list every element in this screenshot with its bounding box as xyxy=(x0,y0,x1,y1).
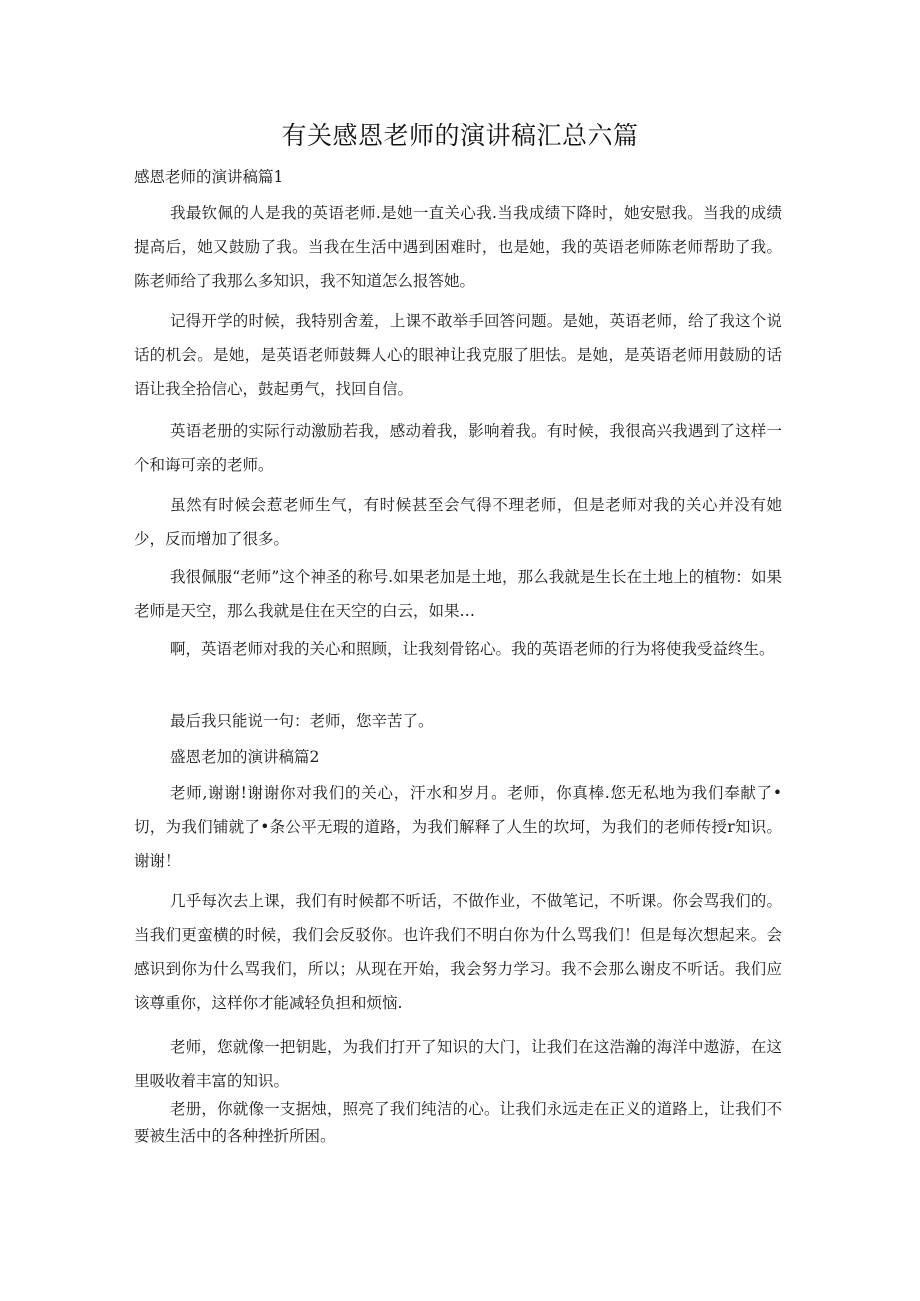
speech1-paragraph-5: 我很佩服“老师”这个神圣的称号.如果老加是土地，那么我就是生长在土地上的植物：如果老师是天空，那么我就是住在天空的白云，如果… xyxy=(134,568,782,620)
speech1-paragraph-6: 啊，英语老师对我的关心和照顾，让我刻骨铭心。我的英语老师的行为将使我受益终生。 xyxy=(170,640,775,658)
speech1-paragraph-1: 我最钦佩的人是我的英语老师.是她一直关心我.当我成绩下降时，她安慰我。当我的成绩提高后，她又鼓励了我。当我在生活中遇到困难时，也是她，我的英语老师陈老师帮助了我。陈老师给了我那么多知识，我不知道怎么报答她。 xyxy=(134,204,782,290)
document-title: 有关感恩老师的演讲稿汇总六篇 xyxy=(281,121,639,150)
speech2-paragraph-4: 老册，你就像一支据烛，照亮了我们纯洁的心。让我们永远走在正义的道路上，让我们不要被生活中的各种挫折所困。 xyxy=(134,1100,782,1145)
speech1-paragraph-4: 虽然有时候会惹老师生气，有时候甚至会气得不理老师，但是老师对我的关心并没有她少，反而增加了很多。 xyxy=(134,496,782,548)
speech1-paragraph-2: 记得开学的时候，我特别舍羞，上课不敢举手回答问题。是她，英语老师，给了我这个说话的机会。是她，是英语老师鼓舞人心的眼神让我克服了胆怯。是她，是英语老师用鼓励的话语让我全拾信心，鼓起勇气，找回自信。 xyxy=(134,312,782,398)
speech1-paragraph-7: 最后我只能说一句：老师，您辛苦了。 xyxy=(170,712,434,730)
speech1-paragraph-3: 英语老册的实际行动激励若我，感动着我，影响着我。有时候，我很高兴我遇到了这样一个和诲可亲的老师。 xyxy=(134,422,782,474)
speech2-paragraph-1: 老师,谢谢!谢谢你对我们的关心，汗水和岁月。老师，你真棒.您无私地为我们奉献了•切，为我们铺就了•条公平无瑕的道路，为我们解释了人生的坎坷，为我们的老师传授r知识。谢谢！ xyxy=(134,784,782,870)
speech2-paragraph-3: 老师，您就像一把钥匙，为我们打开了知识的大门，让我们在这浩瀚的海洋中遨游，在这里吸收着丰富的知识。 xyxy=(134,1038,782,1090)
speech1-heading: 感恩老师的演讲稿篇1 xyxy=(134,168,284,186)
speech2-heading: 盛恩老加的演讲稿篇2 xyxy=(170,748,320,766)
speech2-paragraph-2: 几乎每次去上课，我们有时候都不听话，不做作业，不做笔记，不听课。你会骂我们的。当我们更蛮横的时候，我们会反驳你。也许我们不明白你为什么骂我们！但是每次想起来。会感识到你为什么骂我们，所以；从现在开始，我会努力学习。我不会那么谢皮不听话。我们应该尊重你，这样你才能减轻负担和烦恼. xyxy=(134,892,782,1012)
